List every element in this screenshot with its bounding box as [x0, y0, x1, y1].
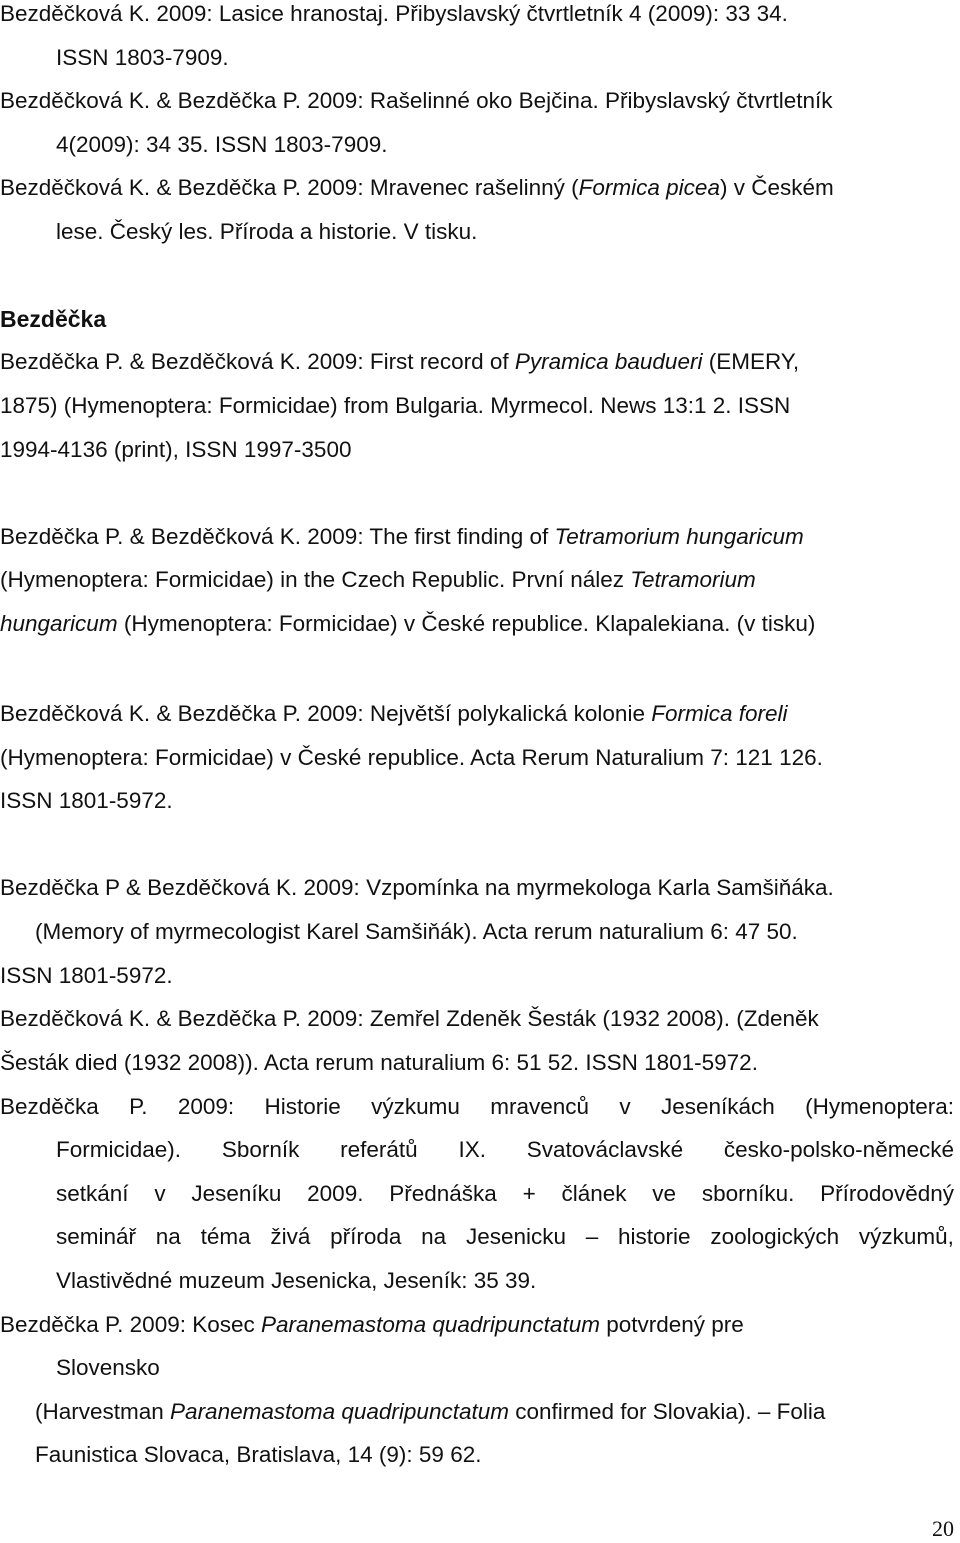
ref-word: téma — [200, 1224, 251, 1249]
ref-italic-text: Paranemastoma quadripunctatum — [170, 1399, 509, 1424]
ref-line — [0, 566, 756, 594]
ref-line — [56, 44, 229, 72]
ref-text: ) v Českém — [719, 175, 834, 200]
ref-word: Jeseníkách — [661, 1094, 775, 1119]
ref-text: Bezděčková K. & Bezděčka P. 2009: Rašelinné oko Bejčina. Přibyslavský čtvrtletník — [0, 88, 833, 113]
ref-word: Sborník — [221, 1137, 300, 1162]
ref-line — [56, 1267, 536, 1295]
ref-text: Bezděčka P. & Bezděčková K. 2009: First record of — [0, 349, 515, 374]
ref-word: seminář — [56, 1224, 137, 1249]
ref-line — [0, 348, 799, 376]
ref-text: potvrdený pre — [599, 1312, 744, 1337]
ref-text: Bezděčka — [0, 306, 107, 332]
ref-line-justified — [56, 1223, 954, 1251]
ref-text: (Hymenoptera: Formicidae) v České republice. Klapalekiana. (v tisku) — [117, 611, 816, 636]
ref-text: Bezděčková K. & Bezděčka P. 2009: Zemřel Zdeněk Šesták (1932 2008). (Zdeněk — [0, 1006, 819, 1031]
ref-italic-text: hungaricum — [0, 611, 118, 636]
ref-word: výzkumu — [371, 1094, 460, 1119]
ref-text: Bezděčka P. & Bezděčková K. 2009: The first finding of — [0, 524, 555, 549]
ref-word: – — [585, 1224, 599, 1249]
ref-line-justified — [0, 1093, 954, 1121]
section-heading — [0, 305, 106, 333]
ref-text: ISSN 1801-5972. — [0, 963, 173, 988]
ref-word: Jesenicku — [465, 1224, 566, 1249]
ref-line — [0, 744, 823, 772]
ref-italic-text: Paranemastoma quadripunctatum — [261, 1312, 600, 1337]
ref-line — [0, 436, 351, 464]
ref-text: ISSN 1803-7909. — [56, 45, 229, 70]
ref-word: článek — [561, 1181, 627, 1206]
ref-text: Bezděčka P. 2009: Kosec — [0, 1312, 262, 1337]
ref-word: Bezděčka — [0, 1094, 99, 1119]
ref-text: (Harvestman — [35, 1399, 171, 1424]
ref-line — [0, 392, 790, 420]
ref-line — [0, 523, 804, 551]
ref-line — [0, 700, 788, 728]
ref-word: živá — [270, 1224, 311, 1249]
ref-word: Jeseníku — [191, 1181, 282, 1206]
ref-word: + — [522, 1181, 536, 1206]
ref-word: na — [155, 1224, 181, 1249]
ref-text: (Hymenoptera: Formicidae) in the Czech Republic. První nález — [0, 567, 631, 592]
ref-word: 2009. — [307, 1181, 364, 1206]
ref-word: zoologických — [710, 1224, 840, 1249]
ref-text: ISSN 1801-5972. — [0, 788, 173, 813]
ref-word: česko-polsko-německé — [723, 1137, 954, 1162]
ref-text: 4(2009): 34 35. ISSN 1803-7909. — [56, 132, 388, 157]
ref-line — [56, 218, 477, 246]
ref-word: v — [619, 1094, 631, 1119]
ref-text: Slovensko — [56, 1355, 160, 1380]
ref-text: Bezděčková K. & Bezděčka P. 2009: Mravenec rašelinný ( — [0, 175, 579, 200]
ref-line — [35, 1398, 825, 1426]
ref-line — [0, 174, 834, 202]
page-number: 20 — [932, 1516, 954, 1541]
ref-text: 1994-4136 (print), ISSN 1997-3500 — [0, 437, 352, 462]
ref-line — [0, 0, 788, 28]
ref-text: lese. Český les. Příroda a historie. V tisku. — [56, 219, 478, 244]
ref-text: Faunistica Slovaca, Bratislava, 14 (9): 59 62. — [35, 1442, 482, 1467]
ref-line — [0, 962, 173, 990]
ref-word: na — [421, 1224, 447, 1249]
ref-text: Šesták died (1932 2008)). Acta rerum naturalium 6: 51 52. ISSN 1801-5972. — [0, 1050, 758, 1075]
ref-line — [0, 87, 833, 115]
ref-line — [0, 787, 173, 815]
ref-line — [0, 610, 815, 638]
ref-word: v — [154, 1181, 166, 1206]
ref-word: Přírodovědný — [820, 1181, 954, 1206]
ref-word: 2009: — [177, 1094, 235, 1119]
ref-text: confirmed for Slovakia). – Folia — [509, 1399, 826, 1424]
ref-line — [0, 1049, 758, 1077]
ref-line — [56, 131, 387, 159]
ref-word: IX. — [458, 1137, 486, 1162]
ref-line-justified — [56, 1180, 954, 1208]
ref-line — [0, 1005, 819, 1033]
ref-word: Historie — [264, 1094, 341, 1119]
ref-text: 1875) (Hymenoptera: Formicidae) from Bulgaria. Myrmecol. News 13:1 2. ISSN — [0, 393, 791, 418]
ref-italic-text: Tetramorium hungaricum — [554, 524, 804, 549]
ref-word: sborníku. — [701, 1181, 795, 1206]
ref-word: Formicidae). — [56, 1137, 182, 1162]
ref-text: Bezděčka P & Bezděčková K. 2009: Vzpomínka na myrmekologa Karla Samšiňáka. — [0, 875, 834, 900]
ref-word: referátů — [340, 1137, 418, 1162]
ref-word: výzkumů, — [858, 1224, 954, 1249]
ref-italic-text: Pyramica baudueri — [514, 349, 703, 374]
ref-text: (Memory of myrmecologist Karel Samšiňák). Acta rerum naturalium 6: 47 50. — [35, 919, 798, 944]
ref-word: setkání — [56, 1181, 129, 1206]
ref-text: Vlastivědné muzeum Jesenicka, Jeseník: 35 39. — [56, 1268, 537, 1293]
ref-word: Svatováclavské — [526, 1137, 684, 1162]
ref-word: (Hymenoptera: — [805, 1094, 954, 1119]
ref-line — [35, 1441, 481, 1469]
ref-text: (Hymenoptera: Formicidae) v České republice. Acta Rerum Naturalium 7: 121 126. — [0, 745, 823, 770]
ref-word: mravenců — [490, 1094, 590, 1119]
ref-word: historie — [618, 1224, 691, 1249]
ref-word: příroda — [330, 1224, 402, 1249]
ref-line — [0, 1311, 744, 1339]
ref-word: ve — [652, 1181, 677, 1206]
ref-text: (EMERY, — [702, 349, 800, 374]
ref-word: P. — [129, 1094, 148, 1119]
ref-text: Bezděčková K. 2009: Lasice hranostaj. Přibyslavský čtvrtletník 4 (2009): 33 34. — [0, 1, 788, 26]
ref-line — [35, 918, 798, 946]
ref-line — [56, 1354, 160, 1382]
ref-text: Bezděčková K. & Bezděčka P. 2009: Největší polykalická kolonie — [0, 701, 652, 726]
ref-line — [0, 874, 834, 902]
ref-line-justified — [56, 1136, 954, 1164]
ref-italic-text: Formica picea — [578, 175, 720, 200]
ref-italic-text: Formica foreli — [651, 701, 788, 726]
ref-word: Přednáška — [389, 1181, 497, 1206]
ref-italic-text: Tetramorium — [630, 567, 756, 592]
